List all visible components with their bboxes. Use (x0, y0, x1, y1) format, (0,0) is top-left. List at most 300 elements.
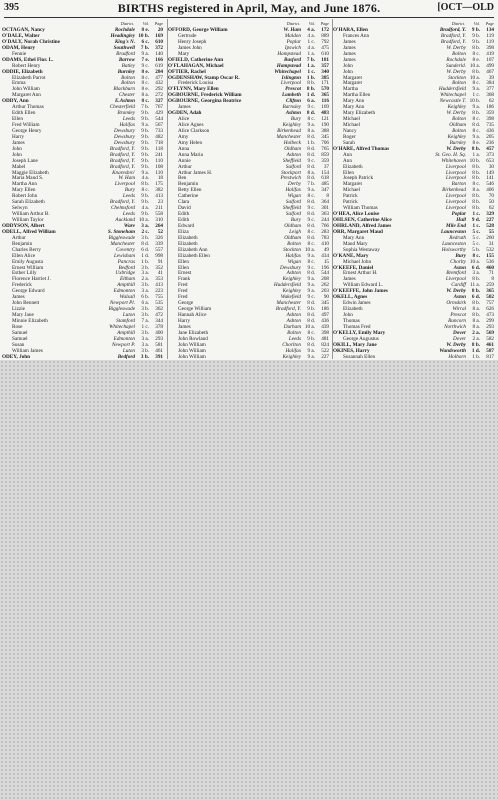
entry-district: Rochdale (446, 56, 466, 63)
entry-volume: 9 b. (141, 199, 149, 206)
entry-district: Dewsbury (279, 264, 301, 271)
entry-page: 169 (155, 32, 163, 39)
entry-name: Alice Agnes (178, 122, 204, 128)
entry-page: 340 (321, 68, 329, 75)
entry-page: 15 (323, 258, 329, 265)
entry-name: Elizabeth Ann (178, 246, 208, 253)
entry-volume: 2 a. (472, 335, 480, 342)
entry-district: Burnley (117, 68, 135, 75)
entry-page: 260 (486, 234, 494, 241)
entry-page: 241 (155, 151, 163, 158)
index-range: [OCT—OLD (437, 2, 494, 13)
entry-name: Edward (178, 222, 195, 229)
entry-name: O'KEEFFE, John James (333, 288, 388, 295)
entry-volume: 8 d. (307, 341, 315, 348)
entry-name: Susan (12, 341, 25, 348)
entry-volume: 4 a. (307, 32, 315, 39)
entry-page: 23 (157, 199, 163, 206)
entry-page: 373 (486, 151, 494, 158)
entry-district: Liverpool (445, 199, 466, 206)
entry-volume: 8 b. (472, 169, 480, 176)
entry-name: O'DALE, Walter (2, 32, 40, 39)
entry-name: John (343, 312, 353, 318)
entry-page: 859 (321, 151, 329, 158)
entry-volume: 1 d. (471, 347, 480, 354)
entry-page: 436 (321, 317, 329, 324)
entry-district: Wigan (287, 193, 301, 200)
entry-page: 460 (486, 264, 494, 271)
entry-page: 618 (321, 175, 329, 182)
entry-name: Robert John (12, 193, 38, 200)
entry-volume: 1 b. (141, 258, 149, 265)
entry-page: 141 (486, 175, 494, 182)
entry-volume: 9 d. (471, 217, 480, 223)
entry-volume: 9 a. (141, 122, 149, 128)
entry-page: 767 (155, 104, 163, 111)
entry-volume: 8 b. (472, 199, 480, 206)
entry-volume: 4 a. (141, 175, 149, 182)
entry-page: 783 (321, 234, 329, 241)
entry-page: 110 (155, 169, 163, 176)
entry-volume: 8 d. (307, 234, 315, 241)
entry-district: Knaresbro' (112, 169, 135, 176)
entry-name: Eliza (178, 228, 189, 235)
entry-page: 485 (321, 181, 329, 188)
entry-volume: 4 a. (307, 44, 315, 51)
entry-volume: 3 a. (141, 341, 149, 348)
entry-name: Samuel (12, 335, 28, 342)
entry-name: Anna Maria (178, 151, 203, 158)
entry-name: Harry (178, 317, 191, 324)
entry-district: Manchester (276, 300, 301, 307)
entry-name: Mary Elizabeth (343, 110, 376, 117)
entry-page: 610 (321, 50, 329, 57)
entry-volume: 6 a. (141, 300, 149, 307)
entry-page: 171 (321, 80, 329, 87)
entry-volume: 8 c. (472, 80, 480, 87)
entry-name: O'FLYNN, Mary Ellen (168, 86, 219, 93)
entry-district: Sunderld. (445, 62, 466, 69)
entry-district: Halifax (285, 252, 301, 259)
entry-district: Stockton (448, 74, 466, 81)
entry-name: Mary (178, 50, 190, 57)
entry-name: Catherine (178, 193, 199, 200)
entry-district: Huddersfield (438, 86, 466, 93)
entry-page: 211 (155, 205, 163, 212)
entry-district: Wandsworth (439, 347, 466, 354)
entry-district: Batley (121, 62, 135, 69)
entry-name: Maud Mary (343, 240, 368, 247)
entry-name: OKELL, Agnes (333, 294, 368, 301)
column-header (168, 19, 330, 27)
entry-page: 90 (323, 294, 329, 301)
entry-district: Keighley (447, 133, 466, 140)
entry-volume: 9 a. (307, 122, 315, 128)
entry-district: Wigan (287, 258, 301, 265)
entry-page: 18 (157, 175, 163, 182)
entry-volume: 9 b. (471, 27, 480, 33)
entry-district: Whitehaven (441, 157, 466, 164)
entry-name: Benjamin (12, 240, 33, 247)
entry-volume: 9 c. (307, 294, 315, 301)
entry-page: 475 (321, 44, 329, 51)
entry-district: Stamford (116, 317, 135, 324)
entry-name: Selwyn (12, 205, 28, 212)
entry-district: Luton (122, 347, 135, 354)
entry-district: Manchester (110, 240, 135, 247)
entry-volume: 8 c. (307, 329, 315, 336)
entry-page: 546 (486, 181, 494, 188)
entry-district: Keighley (282, 122, 301, 128)
column-header (2, 19, 164, 27)
entry-volume: 8 c. (307, 193, 315, 200)
entry-district: Ashton (286, 151, 301, 158)
entry-page: 196 (321, 264, 329, 271)
entry-page: 483 (321, 110, 329, 117)
entry-district: Barton (451, 181, 466, 188)
entry-name: Edith (178, 217, 190, 223)
entry-district: Leigh (289, 228, 301, 235)
entry-page: 62 (488, 205, 494, 212)
entry-district: Halifax (285, 187, 301, 194)
entry-district: Wirral (452, 306, 466, 313)
entry-district: E.Ashton (114, 98, 135, 105)
entry-page: 353 (155, 276, 163, 283)
entry-district: Bedford (118, 264, 135, 271)
entry-page: 262 (321, 282, 329, 289)
entry-district: Bolton (121, 74, 135, 81)
entry-name: Lizzie (12, 306, 25, 313)
entry-volume: 9 b. (307, 306, 315, 313)
entry-name: John William (12, 86, 40, 93)
entry-district: Leeds (122, 116, 135, 123)
entry-district: Dewsbury (113, 127, 135, 134)
entry-district: Bury (290, 217, 301, 223)
entry-name: Martha Ellen (343, 92, 371, 99)
entry-district: Leeds (288, 335, 301, 342)
entry-name: OFFORD, George William (168, 27, 228, 33)
entry-name: Anna (178, 145, 190, 152)
entry-page: 50 (488, 199, 494, 206)
entry-page: 439 (321, 323, 329, 330)
entry-district: Ashton (286, 317, 301, 324)
entry-district: Liverpool (280, 80, 301, 87)
entry-name: Ann (343, 151, 352, 158)
entry-name: Margaret Ann (12, 92, 41, 99)
entry-name: Ernest Arthur H. (343, 270, 378, 277)
entry-name: O'HEA, Alice Louise (333, 211, 380, 218)
entry-district: Southwell (113, 44, 135, 51)
entry-volume: 7 b. (141, 104, 149, 111)
entry-name: Thomas Fred (343, 323, 371, 330)
entry-district: Uxbridge (115, 270, 135, 277)
entry-volume: 3 a. (141, 222, 149, 229)
entry-page: 347 (321, 187, 329, 194)
entry-district: Dewsbury (113, 133, 135, 140)
entry-volume: 8 a. (307, 169, 315, 176)
entry-name: Ellen (178, 258, 189, 265)
entry-name: Edith (178, 211, 190, 218)
entry-volume: 8 b. (306, 86, 315, 93)
entry-name: O'HARA, Ellen (333, 27, 368, 33)
entry-volume: 8 d. (307, 317, 315, 324)
entry-name: Arthur James H. (178, 169, 213, 176)
entry-volume: 9 b. (472, 38, 480, 45)
entry-volume: 8 b. (141, 181, 149, 188)
entry-volume: 6 a. (307, 98, 315, 105)
entry-district: Launceston (440, 228, 466, 235)
entry-name: David (178, 205, 191, 212)
entry-volume: 8 c. (141, 98, 149, 105)
entry-page: 30 (488, 163, 494, 170)
entry-page: 70 (488, 193, 494, 200)
entry-volume: 1 c. (472, 222, 480, 229)
entry-district: Bramley (117, 110, 135, 117)
vol-header: Vol. (308, 21, 315, 26)
entry-volume: 5 c. (472, 228, 480, 235)
entry-name: O'KEEFE, Daniel (333, 264, 374, 271)
entry-page: 532 (486, 246, 494, 253)
entry-volume: 1 b. (306, 74, 315, 81)
entry-name: OKILL, Mary Jane (333, 341, 377, 348)
entry-page: 359 (321, 157, 329, 164)
entry-volume: 9 b. (141, 133, 149, 140)
entry-page: 359 (486, 110, 494, 117)
entry-district: Derby (288, 181, 301, 188)
entry-district: Redruth (449, 234, 466, 241)
entry-volume: 3 b. (141, 306, 149, 313)
entry-district: Bradford, Y. (109, 157, 135, 164)
entry-volume: 8 a. (472, 323, 480, 330)
entry-district: Newport P. (112, 341, 135, 348)
entry-page: 140 (155, 50, 163, 57)
entry-district: Liverpool (445, 169, 466, 176)
entry-volume: 2 a. (141, 276, 149, 283)
entry-page: 119 (486, 38, 494, 45)
entry-page: 344 (155, 317, 163, 324)
entry-district: Poplar (286, 38, 301, 45)
entry-district: W. Derby (446, 145, 466, 152)
entry-name: Nancy (343, 127, 357, 134)
entry-page: 653 (486, 157, 494, 164)
entry-page: 467 (486, 68, 494, 75)
entry-page: 108 (155, 163, 163, 170)
entry-volume: 8 d. (307, 211, 315, 218)
entry-page: 326 (155, 234, 163, 241)
entry-page: 587 (486, 347, 494, 354)
entry-page: 569 (486, 329, 494, 336)
entry-district: Hampstead (277, 50, 301, 57)
entry-volume: 3 b. (141, 282, 149, 289)
entry-district: Ashton (286, 312, 301, 318)
entry-page: 227 (321, 353, 329, 360)
entry-name: John Bennett (12, 300, 40, 307)
entry-district: Hull (456, 217, 466, 223)
entry-name: Patrick (343, 199, 358, 206)
register-page (0, 0, 498, 360)
entry-name: Minnie Elizabeth (12, 317, 48, 324)
entry-page: 461 (155, 347, 163, 354)
entry-district: Launceston (442, 240, 466, 247)
entry-page: 41 (157, 270, 163, 277)
entry-district: W. Derby (446, 110, 466, 117)
entry-page: 52 (157, 228, 163, 235)
entry-volume: 8 b. (472, 276, 480, 283)
entry-name: Arthur (178, 163, 192, 170)
entry-district: Salford (285, 163, 301, 170)
entry-name: John William (178, 347, 206, 354)
entry-page: 482 (155, 133, 163, 140)
entry-volume: 7 b. (306, 56, 315, 63)
entry-page: 544 (321, 270, 329, 277)
entry-name: Ernest (178, 270, 192, 277)
entry-page: 329 (486, 211, 494, 218)
entry-name: William James (12, 347, 43, 354)
entry-volume: 9 a. (472, 104, 480, 111)
entry-district: Whitechapel (440, 92, 466, 99)
entry-page: 39 (488, 74, 494, 81)
entry-page: 522 (321, 347, 329, 354)
entry-page: 299 (486, 317, 494, 324)
entry-district: Liverpool (445, 193, 466, 200)
entry-volume: 10 a. (304, 323, 315, 330)
entry-district: Lewisham (113, 252, 135, 259)
entry-name: Frank (178, 276, 191, 283)
page-header (4, 1, 494, 18)
entry-district: Durham (283, 323, 301, 330)
entry-name: John (12, 151, 22, 158)
entry-name: James (343, 50, 356, 57)
entry-district: Headingley (110, 32, 135, 39)
entry-name: John (343, 68, 353, 75)
entry-name: Elizabeth (178, 234, 198, 241)
entry-name: O'KANE, Mary (333, 252, 369, 259)
entry-volume: 6 d. (141, 246, 149, 253)
entry-district: Bolton (452, 127, 466, 134)
entry-volume: 3 a. (141, 288, 149, 295)
entry-name: William Arthur B. (12, 211, 50, 218)
entry-volume: 1 a. (307, 50, 315, 57)
entry-name: James (343, 44, 356, 51)
entry-volume: 9 c. (307, 104, 315, 111)
entry-volume: 9 b. (141, 151, 149, 158)
entry-page: 364 (321, 199, 329, 206)
entry-name: James (178, 104, 191, 111)
entry-district: Newport Pl. (109, 300, 135, 307)
entry-page: 365 (321, 92, 329, 99)
entry-district: Edmonton (113, 335, 135, 342)
entry-volume: 3 a. (472, 270, 480, 277)
entry-volume: 8 b. (472, 163, 480, 170)
entry-name: Ellen Alice (12, 252, 36, 259)
entry-district: Basford (283, 56, 301, 63)
entry-volume: 9 b. (472, 32, 480, 39)
entry-page: 391 (155, 353, 163, 360)
entry-volume: 8 b. (471, 145, 480, 152)
entry-district: St. Geo. H. Sq. (435, 151, 466, 158)
entry-name: Fennie (12, 50, 27, 57)
entry-name: Fred (178, 294, 188, 301)
entry-volume: 3 a. (141, 270, 149, 277)
entry-volume: 9 b. (141, 116, 149, 123)
entry-volume: 8 a. (307, 127, 315, 134)
entry-district: Holbeck (283, 139, 301, 146)
entry-name: OCTAGAN, Nancy (2, 27, 45, 33)
entry-volume: 8 e. (472, 56, 480, 63)
entry-name: Ben (178, 175, 187, 182)
entry-page: 368 (486, 92, 494, 99)
entry-volume: 8 b. (472, 68, 480, 75)
entry-district: Dover (453, 329, 466, 336)
entry-name: Maria Maud S. (12, 175, 44, 182)
entry-name: James (343, 276, 356, 283)
entry-page: 203 (321, 288, 329, 295)
entry-name: Gertrude (178, 32, 197, 39)
entry-name: O'KELLY, Emily Mary (333, 329, 386, 336)
entry-volume: 7 b. (140, 44, 149, 51)
entry-page: 473 (486, 312, 494, 318)
entry-page: 457 (486, 145, 494, 152)
entry-name: James John (178, 44, 202, 51)
entry-page: 236 (486, 139, 494, 146)
entry-page: 264 (155, 222, 163, 229)
entry-volume: 8 c. (307, 240, 315, 247)
entry-district: Manchester (276, 133, 301, 140)
entry-name: Elizabeth Ellen (178, 252, 210, 259)
entry-name: George (178, 300, 194, 307)
entry-page: 619 (155, 62, 163, 69)
entry-district: Bradford, Y. (109, 199, 135, 206)
entry-volume: 9 a. (307, 252, 315, 259)
entry-page: 626 (486, 306, 494, 313)
entry-volume: 3 b. (141, 329, 149, 336)
entry-district: Whitechapel (274, 68, 301, 75)
entry-page: 824 (321, 341, 329, 348)
entry-name: ODAM, Henry (2, 44, 36, 51)
entry-name: Hannah Alice (178, 312, 207, 318)
entry-district: Blackburn (113, 86, 135, 93)
entry-volume: 8 d. (307, 270, 315, 277)
entry-volume: 3 b. (140, 353, 149, 360)
entry-volume: 9 a. (141, 169, 149, 176)
entry-district: Bolton (287, 240, 301, 247)
entry-district: Liverpool (445, 175, 466, 182)
entry-name: Sophia Westaway (343, 246, 380, 253)
entry-page: 301 (321, 205, 329, 212)
entry-volume: 10 a. (469, 258, 480, 265)
entry-volume: 8 b. (471, 341, 480, 348)
entry-page: 410 (321, 240, 329, 247)
district-header: District. (286, 21, 300, 26)
entry-name: Fred William (12, 122, 40, 128)
entry-district: Holborn (448, 353, 466, 360)
entry-district: Bury (124, 187, 135, 194)
entry-name: William Thomas (343, 205, 378, 212)
entry-page: 755 (155, 294, 163, 301)
entry-district: Sheffield (282, 157, 301, 164)
entry-page: 116 (321, 98, 329, 105)
entry-name: OHRLAND, Alfred James (333, 222, 392, 229)
entry-volume: 8 c. (307, 228, 315, 235)
entry-page: 757 (486, 300, 494, 307)
entry-page: 581 (155, 341, 163, 348)
entry-name: Margaret (343, 181, 362, 188)
entry-name: Florence Harriet J. (12, 276, 51, 283)
entry-page: 91 (157, 258, 163, 265)
entry-page: 384 (486, 80, 494, 87)
entry-name: Michael John (343, 258, 372, 265)
entry-name: Sarah (343, 139, 355, 146)
